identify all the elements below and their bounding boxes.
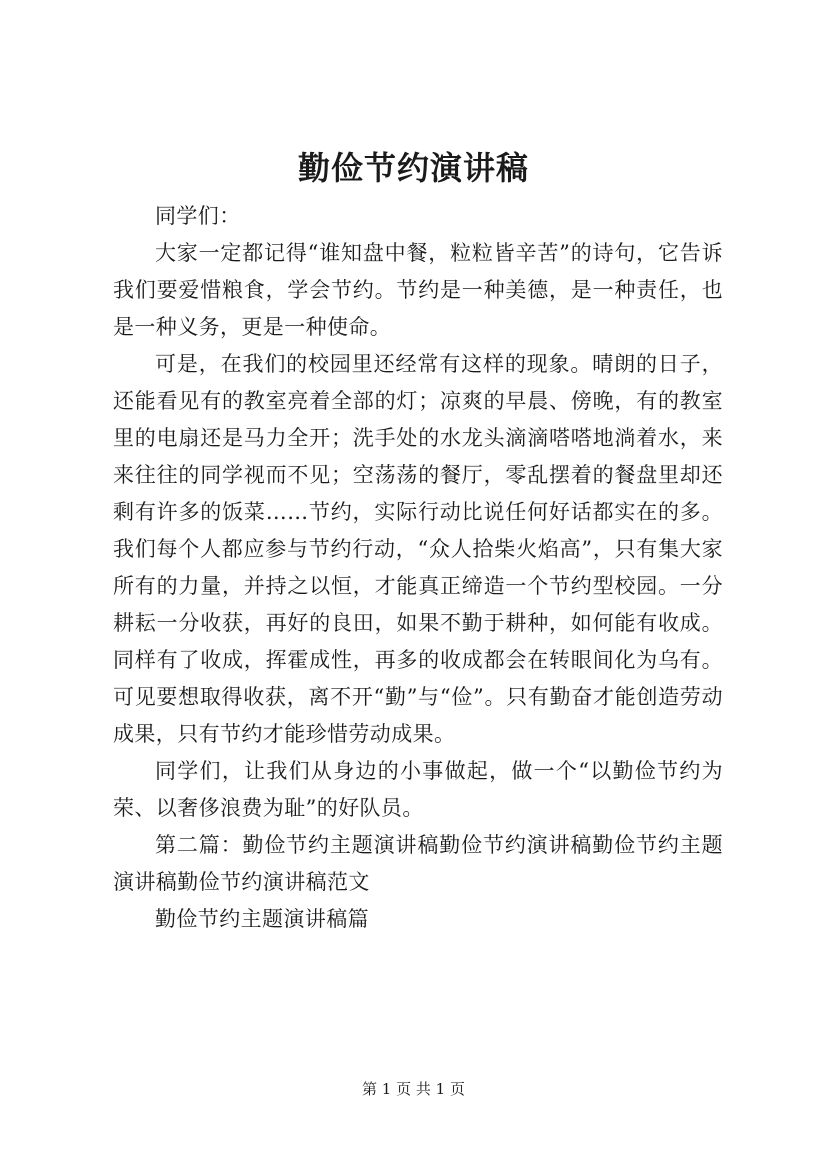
document-title: 勤俭节约演讲稿 — [297, 149, 529, 187]
paragraph-main: 可是，在我们的校园里还经常有这样的现象。晴朗的日子，还能看见有的教室亮着全部的灯；凉爽的早晨、傍晚，有的教室里的电扇还是马力全开；洗手处的水龙头滴滴嗒嗒地淌着水，来来往往的同学视而不见；空荡荡的餐厅，零乱摆着的餐盘里却还剩有许多的饭菜……节约，实际行动比说任何好话都实在的多。我们每个人都应参与节约行动，“众人拾柴火焰高”，只有集大家所有的力量，并持之以恒，才能真正缔造一个节约型校园。一分耕耘一分收获，再好的良田，如果不勤于耕种，如何能有收成。同样有了收成，挥霍成性，再多的收成都会在转眼间化为乌有。可见要想取得收获，离不开“勤”与“俭”。只有勤奋才能创造劳动成果，只有节约才能珍惜劳动成果。 — [113, 352, 723, 746]
paragraph-second-article-heading: 第二篇：勤俭节约主题演讲稿勤俭节约演讲稿勤俭节约主题演讲稿勤俭节约演讲稿范文 — [113, 833, 723, 894]
paragraph-call-to-action: 同学们，让我们从身边的小事做起，做一个“以勤俭节约为荣、以奢侈浪费为耻”的好队员。 — [113, 759, 723, 820]
document-body — [113, 198, 723, 938]
page-footer: 第 1 页 共 1 页 — [362, 1080, 465, 1098]
paragraph-salutation: 同学们： — [155, 204, 241, 228]
paragraph-second-article-title: 勤俭节约主题演讲稿篇 — [155, 907, 369, 931]
paragraph-intro: 大家一定都记得“谁知盘中餐，粒粒皆辛苦”的诗句，它告诉我们要爱惜粮食，学会节约。节约是一种美德，是一种责任，也是一种义务，更是一种使命。 — [113, 241, 723, 339]
